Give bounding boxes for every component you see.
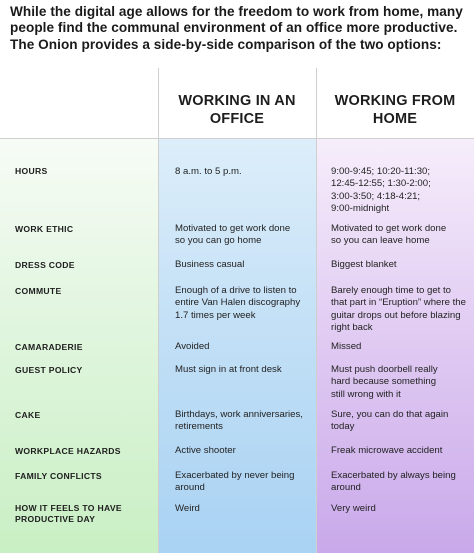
- cell-line: Barely enough time to get to: [331, 285, 451, 296]
- cell-line: Sure, you can do that again: [331, 409, 449, 420]
- office-commute-cell: [175, 285, 315, 322]
- intro-text: [10, 4, 472, 53]
- home-dress-code-cell: [331, 259, 471, 271]
- cell-line: entire Van Halen discography: [175, 297, 301, 309]
- home-camaraderie-cell: [331, 341, 471, 353]
- cell-line: Biggest blanket: [331, 259, 397, 270]
- cell-line: Motivated to get work done: [175, 223, 291, 234]
- intro-line: The Onion provides a side-by-side comparison of the two options:: [10, 36, 442, 52]
- category-work-ethic: WORK ETHIC: [15, 224, 74, 234]
- home-family-conflicts-cell: [331, 470, 471, 495]
- intro-line: people find the communal environment of an office more productive.: [10, 20, 458, 36]
- office-family-conflicts-cell: [175, 470, 315, 495]
- cell-line: Business casual: [175, 259, 245, 270]
- header-divider: [0, 138, 474, 139]
- office-dress-code-cell: [175, 259, 315, 271]
- cell-line: so you can leave home: [331, 235, 430, 247]
- home-productive-day-cell: [331, 503, 471, 515]
- cell-line: Avoided: [175, 341, 210, 352]
- cell-line: around: [331, 482, 361, 494]
- cell-line: Active shooter: [175, 445, 236, 456]
- cell-line: Missed: [331, 341, 362, 352]
- home-work-ethic-cell: [331, 223, 471, 248]
- column-divider: [316, 68, 317, 553]
- category-commute: COMMUTE: [15, 286, 62, 296]
- cell-line: Must sign in at front desk: [175, 364, 282, 375]
- cell-line: Exacerbated by never being: [175, 470, 295, 481]
- home-column-header: [316, 92, 474, 128]
- office-cake-cell: [175, 409, 315, 434]
- cell-line: 12:45-12:55; 1:30-2:00;: [331, 178, 431, 190]
- home-hours-cell: [331, 166, 471, 216]
- cell-line: 1.7 times per week: [175, 309, 256, 321]
- cell-line: still wrong with it: [331, 388, 401, 400]
- home-cake-cell: [331, 409, 471, 434]
- category-cake: CAKE: [15, 410, 41, 420]
- cell-line: 9:00-midnight: [331, 203, 390, 215]
- cell-line: Birthdays, work anniversaries,: [175, 409, 303, 420]
- cell-line: hard because something: [331, 376, 437, 388]
- office-guest-policy-cell: [175, 364, 315, 376]
- cell-line: retirements: [175, 421, 223, 433]
- cell-line: around: [175, 482, 205, 494]
- cell-line: Must push doorbell really: [331, 364, 438, 375]
- office-header-line: WORKING IN AN: [178, 93, 296, 109]
- category-productive-day: HOW IT FEELS TO HAVE PRODUCTIVE DAY: [15, 503, 122, 524]
- office-work-ethic-cell: [175, 223, 315, 248]
- cell-line: Motivated to get work done: [331, 223, 447, 234]
- office-camaraderie-cell: [175, 341, 315, 353]
- cell-line: today: [331, 421, 355, 433]
- home-guest-policy-cell: [331, 364, 471, 401]
- home-commute-cell: [331, 285, 471, 335]
- column-divider: [158, 68, 159, 553]
- cell-line: Exacerbated by always being: [331, 470, 456, 481]
- cell-line: 9:00-9:45; 10:20-11:30;: [331, 166, 431, 177]
- category-guest-policy: GUEST POLICY: [15, 365, 83, 375]
- office-header-line: OFFICE: [209, 111, 265, 127]
- office-workplace-hazards-cell: [175, 445, 315, 457]
- category-dress-code: DRESS CODE: [15, 260, 75, 270]
- intro-line: While the digital age allows for the freedom to work from home, many: [10, 4, 463, 19]
- office-hours-cell: [175, 166, 315, 178]
- cell-line: right back: [331, 322, 373, 334]
- home-header-line: HOME: [372, 111, 418, 127]
- category-camaraderie: CAMARADERIE: [15, 342, 83, 352]
- home-workplace-hazards-cell: [331, 445, 471, 457]
- office-productive-day-cell: [175, 503, 315, 515]
- cell-line: that part in “Eruption” where the: [331, 297, 466, 309]
- category-hours: HOURS: [15, 166, 48, 176]
- cell-line: Enough of a drive to listen to: [175, 285, 297, 296]
- cell-line: so you can go home: [175, 235, 262, 247]
- cell-line: Very weird: [331, 503, 376, 514]
- cell-line: 8 a.m. to 5 p.m.: [175, 166, 242, 177]
- home-header-line: WORKING FROM: [334, 93, 456, 109]
- cell-line: Freak microwave accident: [331, 445, 443, 456]
- cell-line: Weird: [175, 503, 200, 514]
- office-column-header: [158, 92, 316, 128]
- cell-line: guitar drops out before blazing: [331, 309, 461, 321]
- cell-line: 3:00-3:50; 4:18-4:21;: [331, 190, 421, 202]
- category-family-conflicts: FAMILY CONFLICTS: [15, 471, 102, 481]
- category-workplace-hazards: WORKPLACE HAZARDS: [15, 446, 121, 456]
